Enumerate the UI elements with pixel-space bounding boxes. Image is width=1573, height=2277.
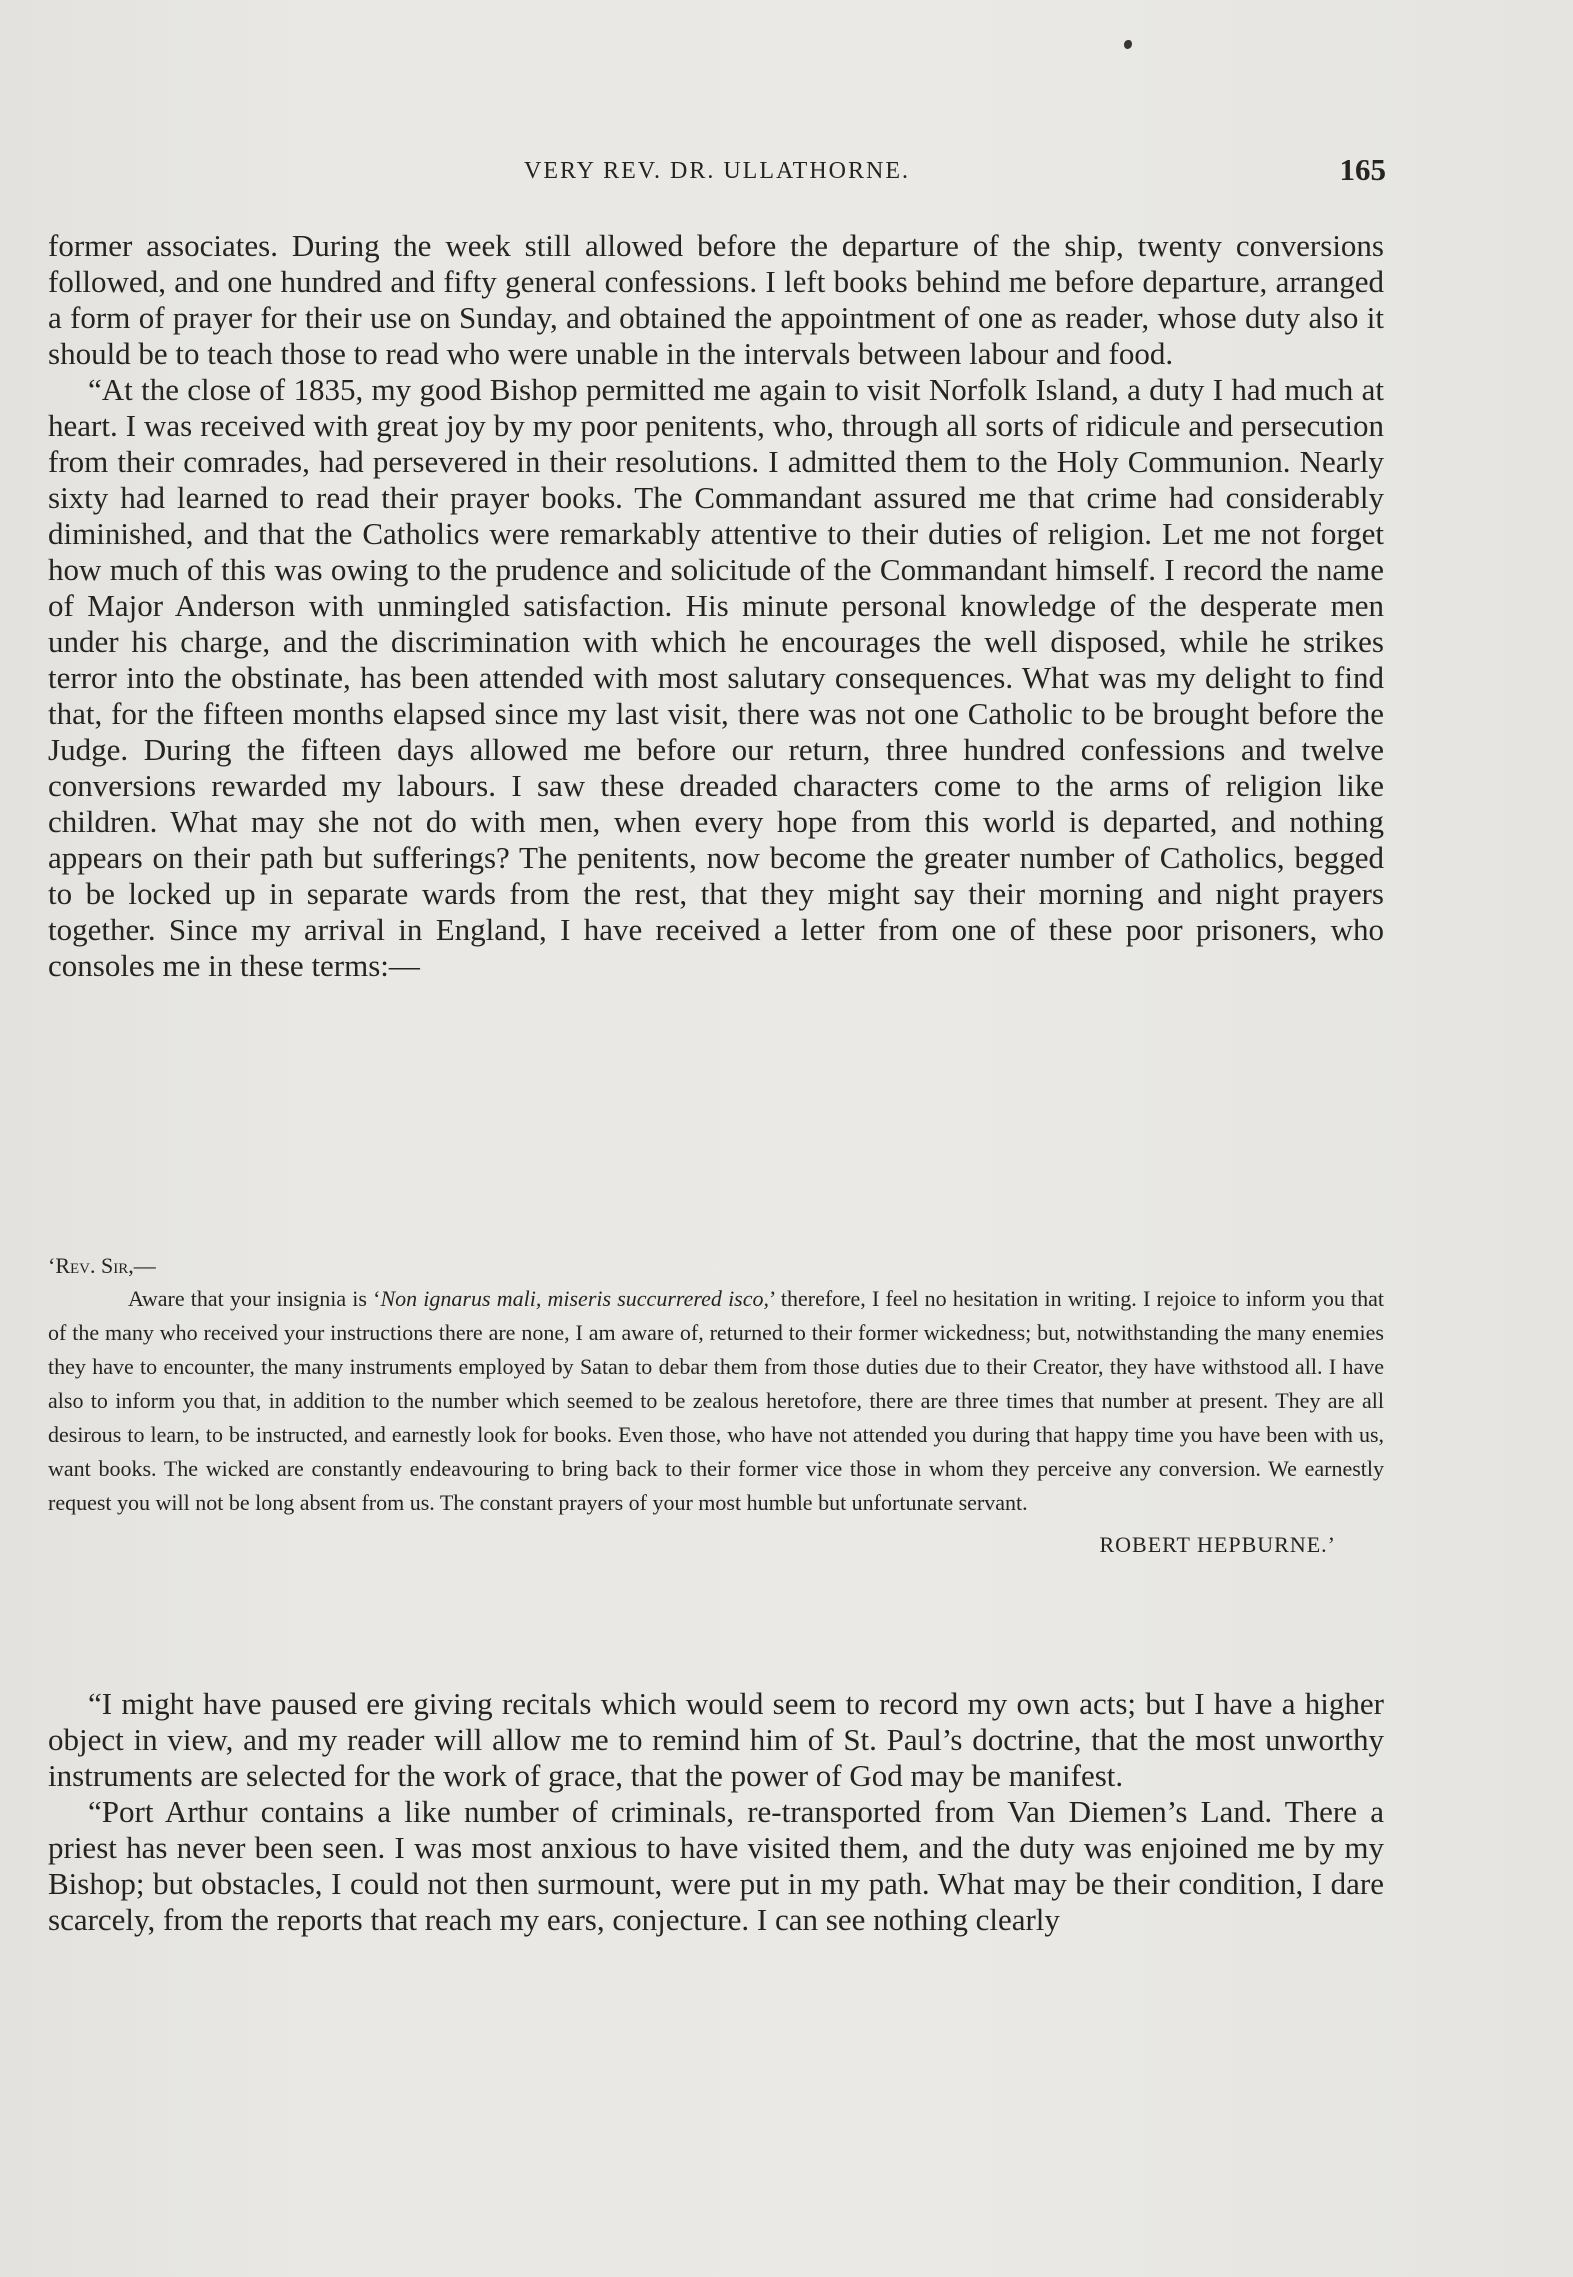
paragraph-continuation: former associates. During the week still allowed before the departure of the ship, twenty conversions followed, and one hundred and fifty general confessions. I left books behind me before departure, arranged a form of prayer for their use on Sunday, and obtained the appointment of one as reader, whose duty also it should be to teach those to read who were unable in the intervals between labour and food. [48, 228, 1384, 371]
text-block-after-letter [48, 1686, 1384, 1938]
quoted-letter [48, 1250, 1384, 1562]
page-header [48, 152, 1386, 192]
latin-motto: Non ignarus mali, miseris succurrered isco, [380, 1286, 770, 1311]
ink-speck [1124, 40, 1132, 49]
running-head: VERY REV. DR. ULLATHORNE. [523, 158, 910, 184]
paragraph-recitals: “I might have paused ere giving recitals which would seem to record my own acts; but I have a higher object in view, and my reader will allow me to remind him of St. Paul’s doctrine, that the most unworthy instruments are selected for the work of grace, that the power of God may be manifest. [48, 1686, 1384, 1793]
letter-signature: ROBERT HEPBURNE.’ [1099, 1532, 1336, 1557]
page-number: 165 [1339, 152, 1386, 187]
paragraph-port-arthur: “Port Arthur contains a like number of criminals, re-transported from Van Diemen’s Land. There a priest has never been seen. I was most anxious to have visited them, and the duty was enjoined me by my Bishop; but obstacles, I could not then surmount, were put in my path. What may be their condition, I dare scarcely, from the reports that reach my ears, conjecture. I can see nothing clearly [48, 1794, 1384, 1937]
letter-salutation: ‘Rev. Sir,— [48, 1253, 156, 1278]
letter-body: Aware that your insignia is ‘Non ignarus mali, miseris succurrered isco,’ therefore, I feel no hesitation in writing. I rejoice to inform you that of the many who received your instructions there are none, I am aware of, returned to their former wickedness; but, notwithstanding the many enemies they have to encounter, the many instruments employed by Satan to debar them from those duties due to their Creator, they have withstood all. I have also to inform you that, in addition to the number which seemed to be zealous heretofore, there are three times that number at present. They are all desirous to learn, to be instructed, and earnestly look for books. Even those, who have not attended you during that happy time you have been with us, want books. The wicked are constantly endeavouring to bring back to their former vice those in whom they perceive any conversion. We earnestly request you will not be long absent from us. The constant prayers of your most humble but unfortunate servant. [48, 1286, 1384, 1515]
paragraph-norfolk-island: “At the close of 1835, my good Bishop permitted me again to visit Norfolk Island, a duty I had much at heart. I was received with great joy by my poor penitents, who, through all sorts of ridicule and persecution from their comrades, had persevered in their resolutions. I admitted them to the Holy Communion. Nearly sixty had learned to read their prayer books. The Commandant assured me that crime had considerably diminished, and that the Catholics were remarkably attentive to their duties of religion. Let me not forget how much of this was owing to the prudence and solicitude of the Commandant himself. I record the name of Major Anderson with unmingled satisfaction. His minute personal knowledge of the desperate men under his charge, and the discrimination with which he encourages the well disposed, while he strikes terror into the obstinate, has been attended with most salutary consequences. What was my delight to find that, for the fifteen months elapsed since my last visit, there was not one Catholic to be brought before the Judge. During the fifteen days allowed me before our return, three hundred confessions and twelve conversions rewarded my labours. I saw these dreaded characters come to the arms of religion like children. What may she not do with men, when every hope from this world is departed, and nothing appears on their path but sufferings? The penitents, now become the greater number of Catholics, begged to be locked up in separate wards from the rest, that they might say their morning and night prayers together. Since my arrival in England, I have received a letter from one of these poor prisoners, who consoles me in these terms:— [48, 372, 1384, 983]
text-block-before-letter [48, 228, 1384, 984]
